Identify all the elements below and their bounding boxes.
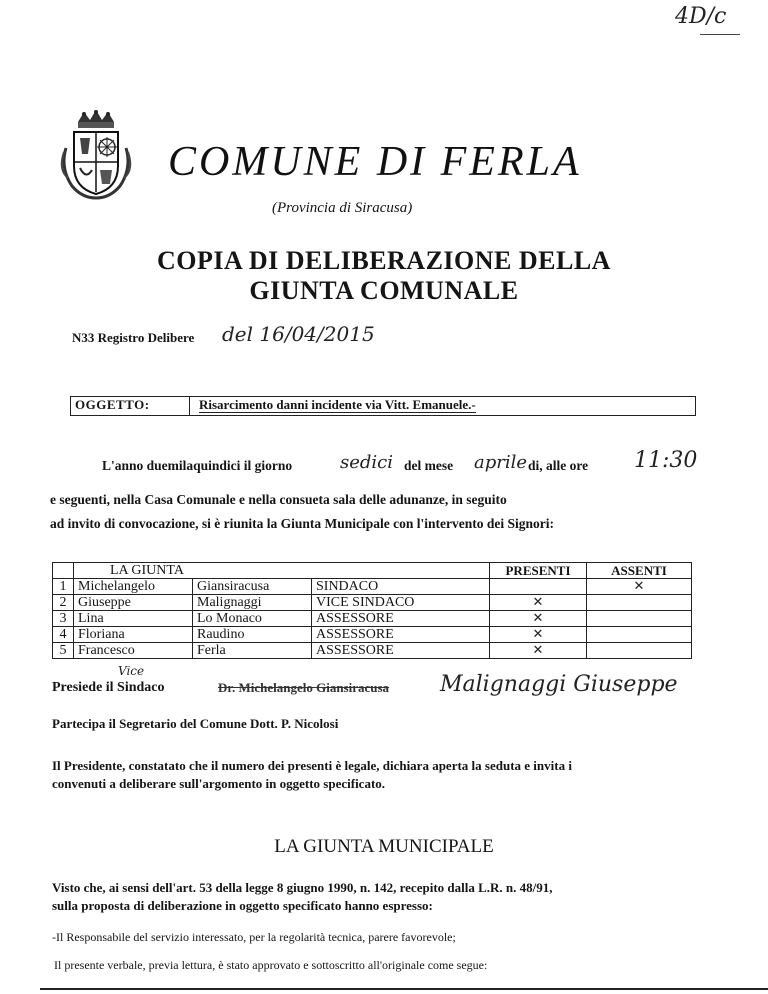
member-last-name: Giansiracusa (193, 579, 312, 595)
member-first-name: Francesco (74, 643, 193, 659)
presente-mark: ✕ (490, 627, 587, 643)
header-giunta: LA GIUNTA (74, 563, 490, 579)
municipal-crest-logo (56, 108, 136, 200)
member-first-name: Floriana (74, 627, 193, 643)
intro-text-b: del mese (404, 458, 454, 473)
presiede-struck-name: Dr. Michelangelo Giansiracusa (218, 680, 390, 695)
assente-mark: ✕ (587, 579, 692, 595)
mese-handwritten: aprile (474, 452, 528, 473)
comune-title: COMUNE DI FERLA (168, 139, 582, 185)
section-title: LA GIUNTA MUNICIPALE (274, 836, 494, 857)
registro-label: N33 Registro Delibere (72, 330, 195, 345)
member-number: 3 (53, 611, 74, 627)
table-cell (53, 563, 74, 579)
presente-mark: ✕ (490, 643, 587, 659)
member-role: ASSESSORE (312, 643, 490, 659)
document-title-line1: COPIA DI DELIBERAZIONE DELLA (157, 246, 611, 275)
oggetto-label: OGGETTO: (75, 397, 190, 415)
visto-line2: sulla proposta di deliberazione in oggetto specificato hanno espresso: (52, 898, 433, 913)
header-assenti: ASSENTI (587, 563, 692, 579)
table-row (53, 627, 692, 643)
bottom-rule (40, 988, 768, 990)
visto-line1: Visto che, ai sensi dell'art. 53 della legge 8 giugno 1990, n. 142, recepito dalla L.R. n. 48/91, (52, 880, 553, 895)
member-number: 2 (53, 595, 74, 611)
table-row (53, 579, 692, 595)
member-role: ASSESSORE (312, 611, 490, 627)
giunta-header-row (53, 563, 692, 579)
oggetto-text-wrap (199, 397, 476, 413)
member-number: 4 (53, 627, 74, 643)
member-last-name: Lo Monaco (193, 611, 312, 627)
corner-mark-underline (700, 34, 740, 35)
member-role: VICE SINDACO (312, 595, 490, 611)
member-role: ASSESSORE (312, 627, 490, 643)
member-last-name: Raudino (193, 627, 312, 643)
intro-line3: ad invito di convocazione, si è riunita la Giunta Municipale con l'intervento dei Signori: (50, 516, 555, 531)
header-presenti: PRESENTI (490, 563, 587, 579)
assente-mark (587, 627, 692, 643)
presiede-handwritten-name: Malignaggi Giuseppe (440, 672, 678, 697)
oggetto-text: Risarcimento danni incidente via Vitt. Emanuele.- (199, 397, 476, 412)
table-row (53, 611, 692, 627)
vice-handwritten: Vice (118, 664, 145, 678)
verbale-line: Il presente verbale, previa lettura, è stato approvato e sottoscritto all'originale come segue: (54, 958, 488, 972)
presente-mark: ✕ (490, 595, 587, 611)
member-role: SINDACO (312, 579, 490, 595)
presente-mark (490, 579, 587, 595)
member-last-name: Ferla (193, 643, 312, 659)
presidente-line2: convenuti a deliberare sull'argomento in oggetto specificato. (52, 776, 386, 791)
member-number: 1 (53, 579, 74, 595)
oggetto-box (70, 396, 696, 416)
intro-line2: e seguenti, nella Casa Comunale e nella consueta sala delle adunanze, in seguito (50, 492, 507, 507)
corner-handwritten-mark: 4D/c (675, 4, 727, 29)
member-number: 5 (53, 643, 74, 659)
intro-text-c: di, alle ore (528, 458, 589, 473)
provincia-subtitle: (Provincia di Siracusa) (272, 200, 413, 216)
assente-mark (587, 611, 692, 627)
parere-line: -Il Responsabile del servizio interessato, per la regolarità tecnica, parere favorevole; (52, 930, 456, 944)
presente-mark: ✕ (490, 611, 587, 627)
assente-mark (587, 595, 692, 611)
member-first-name: Michelangelo (74, 579, 193, 595)
assente-mark (587, 643, 692, 659)
member-last-name: Malignaggi (193, 595, 312, 611)
presidente-line1: Il Presidente, constatato che il numero dei presenti è legale, dichiara aperta la seduta e invita i (52, 758, 572, 773)
member-first-name: Giuseppe (74, 595, 193, 611)
giorno-handwritten: sedici (340, 452, 394, 473)
registro-date-handwritten: del 16/04/2015 (222, 322, 375, 346)
giunta-table (52, 562, 692, 659)
member-first-name: Lina (74, 611, 193, 627)
table-row (53, 643, 692, 659)
document-title-line2: GIUNTA COMUNALE (249, 276, 519, 305)
presiede-label: Presiede il Sindaco (52, 680, 165, 695)
intro-text-a: L'anno duemilaquindici il giorno (102, 458, 293, 473)
ore-handwritten: 11:30 (634, 448, 698, 473)
table-row (53, 595, 692, 611)
segretario-line: Partecipa il Segretario del Comune Dott. P. Nicolosi (52, 716, 339, 731)
